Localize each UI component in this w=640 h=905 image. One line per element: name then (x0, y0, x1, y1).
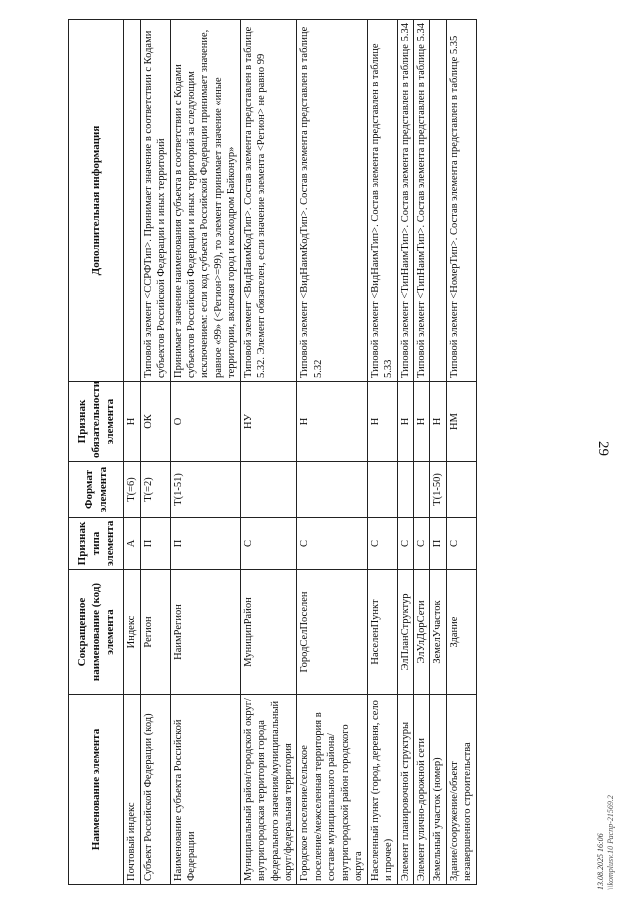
cell-info: Типовой элемент <ССРФТип>. Принимает значение в соответствии с Кодами субъектов Российской Федерации и иных территорий (140, 20, 170, 382)
cell-info: Типовой элемент <ВидНаимКодТип>. Состав элемента представлен в таблице 5.32. Элемент обязателен, если значение элемента <Регион> не равно 99 (240, 20, 297, 382)
table-row (397, 20, 413, 885)
header-format: Формат элемента (69, 462, 124, 518)
footer-timestamp: 13.08.2025 16:06 (596, 833, 605, 890)
cell-format (446, 462, 476, 518)
cell-type: П (430, 518, 446, 570)
cell-format: T(1-50) (430, 462, 446, 518)
table-row (367, 20, 397, 885)
cell-type: П (170, 518, 240, 570)
cell-required: Н (413, 382, 429, 462)
cell-info: Принимает значение наименования субъекта в соответствии с Кодами субъектов Российской Федерации и иных территорий за следующим исключением: если код субъекта Российской Федерации принимает значение, равное «99» (<Регион>=99), то элемент принимает значение «иные территории, включая город и космодром Байконур» (170, 20, 240, 382)
cell-name: Субъект Российской Федерации (код) (140, 695, 170, 885)
cell-code: ЗемелУчасток (430, 570, 446, 695)
cell-format (240, 462, 297, 518)
cell-info: Типовой элемент <ВидНаимКодТип>. Состав элемента представлен в таблице 5.32 (297, 20, 367, 382)
cell-code: НаселенПункт (367, 570, 397, 695)
cell-code: ГородСелПоселен (297, 570, 367, 695)
cell-required: О (170, 382, 240, 462)
header-element-name: Наименование элемента (69, 695, 124, 885)
elements-table (68, 19, 477, 885)
table-row (240, 20, 297, 885)
cell-code: ЭлПланСтруктур (397, 570, 413, 695)
cell-required: НМ (446, 382, 476, 462)
cell-info: Типовой элемент <ТипНаимТип>. Состав элемента представлен в таблице 5.34 (413, 20, 429, 382)
cell-format: T(=2) (140, 462, 170, 518)
cell-type: С (297, 518, 367, 570)
cell-name: Земельный участок (номер) (430, 695, 446, 885)
header-short-code: Сокращенное наименование (код) элемента (69, 570, 124, 695)
cell-format (413, 462, 429, 518)
cell-name: Населенный пункт (город, деревня, село и прочее) (367, 695, 397, 885)
cell-required: Н (397, 382, 413, 462)
table-header-row (69, 20, 124, 885)
cell-type: А (124, 518, 140, 570)
cell-code: Здание (446, 570, 476, 695)
cell-required: НУ (240, 382, 297, 462)
header-type-sign: Признак типа элемента (69, 518, 124, 570)
cell-info: Типовой элемент <ТипНаимТип>. Состав элемента представлен в таблице 5.34 (397, 20, 413, 382)
cell-type: С (413, 518, 429, 570)
cell-required: Н (367, 382, 397, 462)
footer-stamp (596, 770, 622, 890)
cell-type: С (397, 518, 413, 570)
cell-required: Н (297, 382, 367, 462)
table-row (430, 20, 446, 885)
cell-code: НаимРегион (170, 570, 240, 695)
cell-format: T(1-51) (170, 462, 240, 518)
cell-code: ЭлУлДорСети (413, 570, 429, 695)
cell-name: Муниципальный район/городской округ/внутригородская территория города федерального значения/муниципальный округ/федеральная территория (240, 695, 297, 885)
cell-name: Элемент улично-дорожной сети (413, 695, 429, 885)
cell-required: Н (430, 382, 446, 462)
cell-name: Почтовый индекс (124, 695, 140, 885)
table-row (413, 20, 429, 885)
page-number: 29 (595, 441, 611, 456)
header-additional-info: Дополнительная информация (69, 20, 124, 382)
cell-info (430, 20, 446, 382)
cell-format (297, 462, 367, 518)
cell-format (397, 462, 413, 518)
cell-info: Типовой элемент <ВидНаимТип>. Состав элемента представлен в таблице 5.33 (367, 20, 397, 382)
table-row (124, 20, 140, 885)
cell-type: П (140, 518, 170, 570)
cell-code: МуниципРайон (240, 570, 297, 695)
cell-required: Н (124, 382, 140, 462)
footer-path: \\komplusv.10 Распр-21569.2 (605, 795, 615, 890)
cell-name: Наименование субъекта Российской Федерации (170, 695, 240, 885)
rotated-page (68, 20, 573, 885)
cell-code: Индекс (124, 570, 140, 695)
header-required-sign: Признак обязательности элемента (69, 382, 124, 462)
cell-info (124, 20, 140, 382)
cell-format (367, 462, 397, 518)
cell-type: С (367, 518, 397, 570)
table-row (140, 20, 170, 885)
cell-type: С (446, 518, 476, 570)
cell-format: T(=6) (124, 462, 140, 518)
table-row (170, 20, 240, 885)
cell-name: Городское поселение/сельское поселение/межселенная территория в составе муниципального района/внутригородской район городского округа (297, 695, 367, 885)
cell-code: Регион (140, 570, 170, 695)
cell-name: Здание/сооружение/объект незавершенного строительства (446, 695, 476, 885)
table-row (446, 20, 476, 885)
cell-type: С (240, 518, 297, 570)
cell-info: Типовой элемент <НомерТип>. Состав элемента представлен в таблице 5.35 (446, 20, 476, 382)
cell-name: Элемент планировочной структуры (397, 695, 413, 885)
cell-required: ОК (140, 382, 170, 462)
table-row (297, 20, 367, 885)
